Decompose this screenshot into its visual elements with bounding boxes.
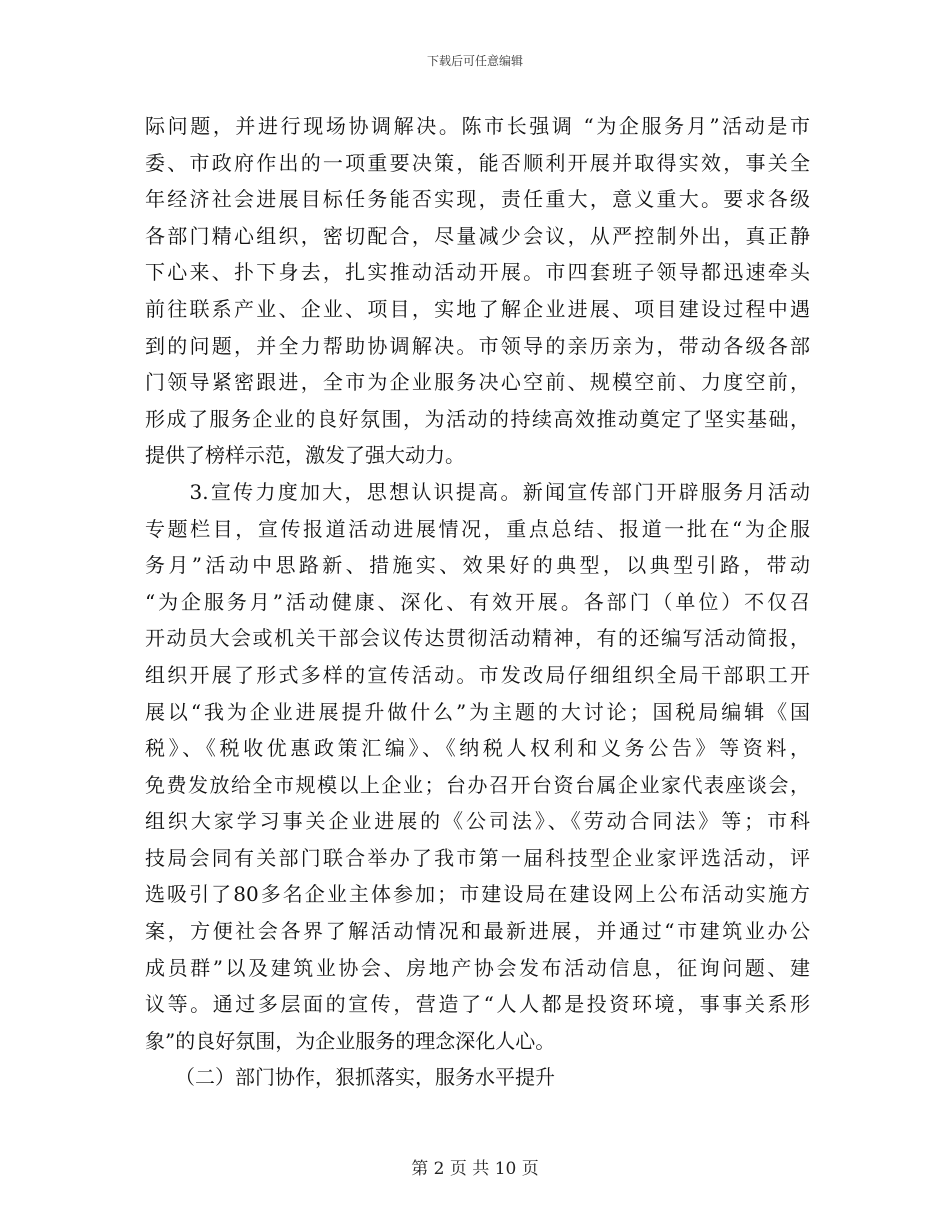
text-line: 象”的良好氛围，为企业服务的理念深化人心。 <box>145 1028 556 1053</box>
text-line: 专题栏目，宣传报道活动进展情况，重点总结、报道一批在“为企服 <box>145 516 810 541</box>
text-line: 年经济社会进展目标任务能否实现，责任重大，意义重大。要求各级 <box>145 187 810 212</box>
text-line: 技局会同有关部门联合举办了我市第一届科技型企业家评选活动，评 <box>145 845 810 870</box>
page-header: 下载后可任意编辑 <box>426 54 523 68</box>
document-body <box>145 108 810 1096</box>
text-line: 下心来、扑下身去，扎实推动活动开展。市四套班子领导都迅速牵头 <box>145 260 810 285</box>
text-line: 务月”活动中思路新、措施实、效果好的典型，以典型引路，带动 <box>145 553 810 578</box>
text-line: 成员群”以及建筑业协会、房地产协会发布活动信息，征询问题、建 <box>145 955 810 980</box>
text-line: 案，方便社会各界了解活动情况和最新进展，并通过“市建筑业办公 <box>145 919 810 944</box>
text-line: 开动员大会或机关干部会议传达贯彻活动精神，有的还编写活动简报， <box>145 626 810 651</box>
section-heading: （二）部门协作，狠抓落实，服务水平提升 <box>145 1065 555 1090</box>
text-line: 到的问题，并全力帮助协调解决。市领导的亲历亲为，带动各级各部 <box>145 333 810 358</box>
text-line: 展以“我为企业进展提升做什么”为主题的大讨论；国税局编辑《国 <box>145 699 810 724</box>
text-line: 议等。通过多层面的宣传，营造了“人人都是投资环境，事事关系形 <box>145 992 810 1017</box>
text-line: 选吸引了80多名企业主体参加；市建设局在建设网上公布活动实施方 <box>145 882 810 907</box>
text-line: 各部门精心组织，密切配合，尽量减少会议，从严控制外出，真正静 <box>145 223 810 248</box>
text-line: 提供了榜样示范，激发了强大动力。 <box>145 443 465 468</box>
text-line: 组织大家学习事关企业进展的《公司法》、《劳动合同法》等；市科 <box>145 809 810 834</box>
text-line: 组织开展了形式多样的宣传活动。市发改局仔细组织全局干部职工开 <box>145 662 810 687</box>
text-line: 前往联系产业、企业、项目，实地了解企业进展、项目建设过程中遇 <box>145 296 810 321</box>
text-line: 门领导紧密跟进，全市为企业服务决心空前、规模空前、力度空前， <box>145 370 810 395</box>
text-line: 免费发放给全市规模以上企业；台办召开台资台属企业家代表座谈会， <box>145 772 810 797</box>
page-number: 第 2 页 共 10 页 <box>411 1159 539 1179</box>
text-line: 税》、《税收优惠政策汇编》、《纳税人权利和义务公告》等资料， <box>145 736 810 761</box>
text-line: 3.宣传力度加大，思想认识提高。新闻宣传部门开辟服务月活动 <box>145 479 810 504</box>
text-line: 委、市政府作出的一项重要决策，能否顺利开展并取得实效，事关全 <box>145 150 810 175</box>
text-line: 形成了服务企业的良好氛围，为活动的持续高效推动奠定了坚实基础， <box>145 406 810 431</box>
text-line: 际问题，并进行现场协调解决。陈市长强调 “为企服务月”活动是市 <box>145 114 810 138</box>
text-line: “为企服务月”活动健康、深化、有效开展。各部门（单位）不仅召 <box>145 589 810 614</box>
